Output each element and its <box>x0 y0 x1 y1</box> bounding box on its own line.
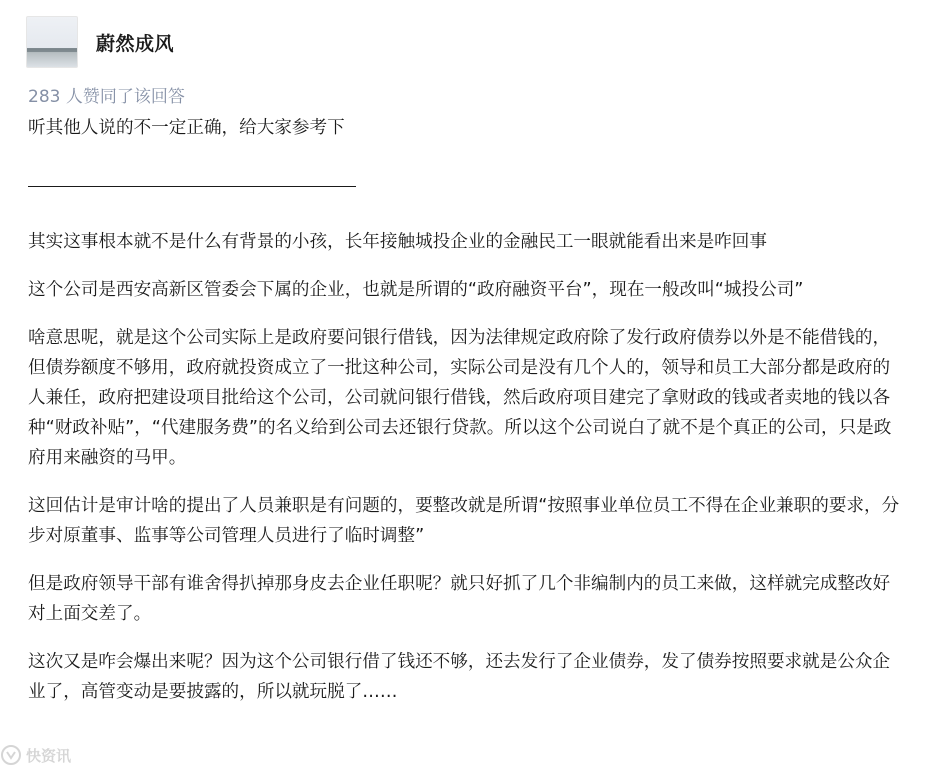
answer-intro: 听其他人说的不一定正确，给大家参考下 <box>28 118 345 138</box>
vote-count: 283 人赞同了该回答 <box>28 87 185 107</box>
answer-author-header <box>26 16 174 68</box>
answer-paragraph: 但是政府领导干部有谁舍得扒掉那身皮去企业任职呢？就只好抓了几个非编制内的员工来做，这样就完成整改好对上面交差了。 <box>28 574 891 624</box>
divider-line <box>28 186 356 187</box>
author-avatar[interactable] <box>26 16 78 68</box>
answer-content <box>28 113 900 725</box>
answer-paragraph: 啥意思呢，就是这个公司实际上是政府要问银行借钱，因为法律规定政府除了发行政府债券以外是不能借钱的，但债券额度不够用，政府就投资成立了一批这种公司，实际公司是没有几个人的，领导和员工大部分都是政府的人兼任，政府把建设项目批给这个公司，公司就问银行借钱，然后政府项目建完了拿财政的钱或者卖地的钱以各种“财政补贴”，“代建服务费”的名义给到公司去还银行贷款。所以这个公司说白了就不是个真正的公司，只是政府用来融资的马甲。 <box>28 328 892 468</box>
answer-paragraph: 这回估计是审计啥的提出了人员兼职是有问题的，要整改就是所谓“按照事业单位员工不得在企业兼职的要求，分步对原董事、监事等公司管理人员进行了临时调整” <box>28 496 900 546</box>
divider <box>28 167 900 197</box>
answer-paragraph: 这次又是咋会爆出来呢？因为这个公司银行借了钱还不够，还去发行了企业债券，发了债券按照要求就是公众企业了，高管变动是要披露的，所以就玩脱了…… <box>28 652 891 702</box>
watermark <box>0 738 130 772</box>
landscape-avatar-icon <box>27 48 77 52</box>
watermark-logo-icon <box>0 744 22 766</box>
answer-paragraph: 其实这事根本就不是什么有背景的小孩，长年接触城投企业的金融民工一眼就能看出来是咋回事 <box>28 232 767 252</box>
watermark-text: 快资讯 <box>26 746 72 765</box>
answer-paragraph: 这个公司是西安高新区管委会下属的企业，也就是所谓的“政府融资平台”，现在一般改叫“城投公司” <box>28 280 804 300</box>
author-name[interactable]: 蔚然成风 <box>96 32 175 55</box>
